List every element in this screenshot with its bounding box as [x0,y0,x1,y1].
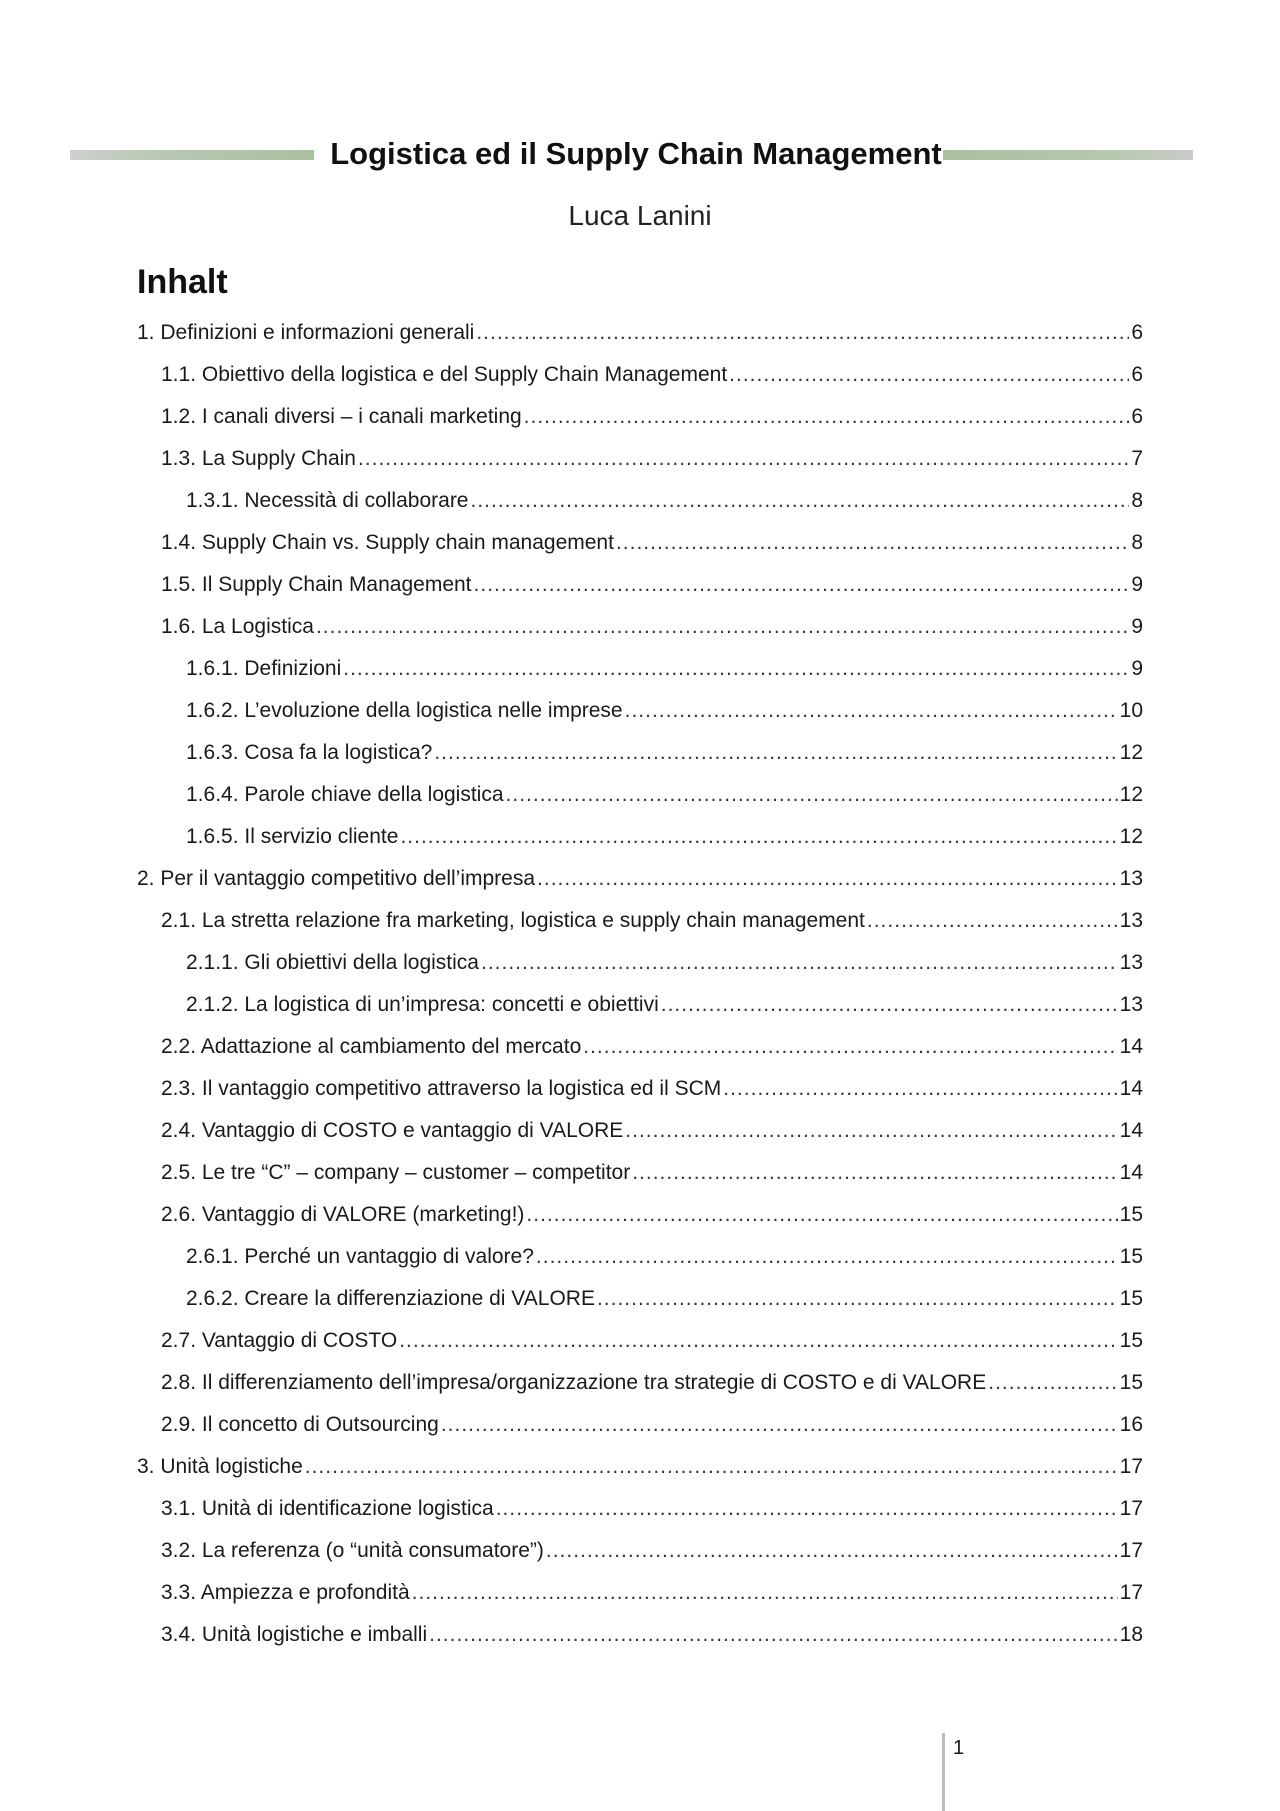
toc-entry-title: 1.1. Obiettivo della logistica e del Supply Chain Management [161,363,728,386]
toc-entry[interactable] [137,1572,1143,1614]
toc-entry[interactable] [137,312,1143,354]
toc-dot-leader [625,1119,1117,1143]
toc-entry[interactable] [137,480,1143,522]
toc-dot-leader [400,825,1117,849]
toc-entry-page: 8 [1131,489,1143,512]
toc-entry[interactable] [137,564,1143,606]
toc-entry[interactable] [137,522,1143,564]
toc-entry-title: 2.1. La stretta relazione fra marketing, logistica e supply chain management [161,909,865,932]
toc-entry-page: 13 [1119,909,1143,932]
toc-entry-page: 9 [1131,657,1143,680]
toc-entry-title: 1.2. I canali diversi – i canali marketing [161,405,522,428]
toc-entry-title: 2.6. Vantaggio di VALORE (marketing!) [161,1203,525,1226]
toc-entry-title: 2.9. Il concetto di Outsourcing [161,1413,439,1436]
toc-entry-title: 1.6.1. Definizioni [186,657,342,680]
toc-entry-page: 15 [1119,1203,1143,1226]
toc-entry-page: 12 [1119,825,1143,848]
toc-entry-page: 7 [1131,447,1143,470]
toc-entry[interactable] [137,1362,1143,1404]
toc-entry-title: 1. Definizioni e informazioni generali [137,321,475,344]
toc-dot-leader [496,1497,1118,1521]
toc-entry[interactable] [137,354,1143,396]
title-decoration-left [70,150,314,160]
toc-dot-leader [536,1245,1118,1269]
toc-entry-page: 17 [1119,1455,1143,1478]
toc-entry-title: 2.2. Adattazione al cambiamento del mercato [161,1035,582,1058]
toc-dot-leader [474,573,1130,597]
toc-dot-leader [988,1371,1117,1395]
toc-dot-leader [729,363,1129,387]
toc-entry[interactable] [137,606,1143,648]
toc-entry[interactable] [137,984,1143,1026]
toc-dot-leader [412,1581,1118,1605]
toc-entry[interactable] [137,1110,1143,1152]
toc-entry-page: 15 [1119,1371,1143,1394]
toc-entry[interactable] [137,396,1143,438]
toc-entry-page: 14 [1119,1077,1143,1100]
toc-dot-leader [661,993,1118,1017]
toc-entry-page: 15 [1119,1287,1143,1310]
toc-entry-page: 12 [1119,741,1143,764]
toc-dot-leader [597,1287,1118,1311]
toc-entry-title: 3.3. Ampiezza e profondità [161,1581,410,1604]
table-of-contents [137,312,1143,1656]
toc-dot-leader [524,405,1130,429]
toc-entry[interactable] [137,1194,1143,1236]
toc-dot-leader [343,657,1129,681]
toc-entry[interactable] [137,1320,1143,1362]
toc-entry-title: 2.4. Vantaggio di COSTO e vantaggio di VALORE [161,1119,624,1142]
toc-entry[interactable] [137,900,1143,942]
toc-entry[interactable] [137,1278,1143,1320]
toc-entry-title: 2. Per il vantaggio competitivo dell’impresa [137,867,536,890]
toc-entry-page: 10 [1119,699,1143,722]
toc-entry[interactable] [137,732,1143,774]
toc-entry-page: 9 [1131,615,1143,638]
toc-entry-title: 1.6.4. Parole chiave della logistica [186,783,504,806]
toc-entry[interactable] [137,648,1143,690]
toc-entry[interactable] [137,774,1143,816]
toc-entry-page: 17 [1119,1539,1143,1562]
toc-heading: Inhalt [137,263,228,301]
toc-entry-page: 6 [1131,321,1143,344]
toc-entry-page: 14 [1119,1035,1143,1058]
toc-entry-page: 6 [1131,405,1143,428]
toc-entry-page: 6 [1131,363,1143,386]
toc-entry-title: 2.3. Il vantaggio competitivo attraverso la logistica ed il SCM [161,1077,722,1100]
toc-entry-title: 3.2. La referenza (o “unità consumatore”) [161,1539,544,1562]
toc-entry-title: 3.1. Unità di identificazione logistica [161,1497,494,1520]
toc-entry[interactable] [137,1404,1143,1446]
toc-entry-page: 9 [1131,573,1143,596]
toc-dot-leader [867,909,1118,933]
toc-dot-leader [429,1623,1118,1647]
toc-dot-leader [476,321,1129,345]
toc-entry-title: 1.6.2. L’evoluzione della logistica nelle imprese [186,699,623,722]
document-author: Luca Lanini [568,200,712,231]
toc-entry-title: 3.4. Unità logistiche e imballi [161,1623,428,1646]
toc-dot-leader [481,951,1118,975]
toc-entry-title: 3. Unità logistiche [137,1455,303,1478]
toc-dot-leader [399,1329,1117,1353]
toc-dot-leader [583,1035,1117,1059]
toc-entry-title: 1.4. Supply Chain vs. Supply chain management [161,531,614,554]
toc-dot-leader [434,741,1117,765]
toc-entry-page: 16 [1119,1413,1143,1436]
toc-entry-page: 13 [1119,951,1143,974]
toc-dot-leader [632,1161,1117,1185]
toc-entry-page: 12 [1119,783,1143,806]
toc-dot-leader [316,615,1129,639]
toc-entry-page: 14 [1119,1161,1143,1184]
toc-dot-leader [625,699,1118,723]
toc-entry-title: 1.6. La Logistica [161,615,314,638]
toc-entry[interactable] [137,1446,1143,1488]
toc-dot-leader [546,1539,1118,1563]
toc-entry-title: 2.7. Vantaggio di COSTO [161,1329,398,1352]
document-title: Logistica ed il Supply Chain Management [330,136,942,171]
toc-dot-leader [441,1413,1118,1437]
toc-entry[interactable] [137,690,1143,732]
toc-dot-leader [537,867,1118,891]
toc-dot-leader [471,489,1130,513]
toc-entry-page: 13 [1119,993,1143,1016]
toc-dot-leader [305,1455,1118,1479]
toc-entry-title: 1.3.1. Necessità di collaborare [186,489,469,512]
toc-dot-leader [616,531,1129,555]
toc-entry[interactable] [137,942,1143,984]
toc-dot-leader [723,1077,1117,1101]
toc-entry-title: 2.6.2. Creare la differenziazione di VALORE [186,1287,595,1310]
toc-entry-page: 15 [1119,1329,1143,1352]
toc-entry[interactable] [137,1530,1143,1572]
toc-entry[interactable] [137,1152,1143,1194]
toc-dot-leader [526,1203,1117,1227]
toc-entry-title: 1.6.3. Cosa fa la logistica? [186,741,433,764]
toc-entry-title: 2.8. Il differenziamento dell’impresa/organizzazione tra strategie di COSTO e di VALORE [161,1371,987,1394]
toc-entry[interactable] [137,858,1143,900]
toc-entry-title: 2.1.1. Gli obiettivi della logistica [186,951,479,974]
toc-entry-page: 8 [1131,531,1143,554]
toc-entry-page: 15 [1119,1245,1143,1268]
toc-entry-title: 2.5. Le tre “C” – company – customer – competitor [161,1161,631,1184]
toc-dot-leader [506,783,1118,807]
toc-entry[interactable] [137,1236,1143,1278]
toc-entry-page: 17 [1119,1497,1143,1520]
toc-entry[interactable] [137,1026,1143,1068]
toc-entry[interactable] [137,1488,1143,1530]
toc-entry-title: 2.1.2. La logistica di un’impresa: concetti e obiettivi [186,993,659,1016]
toc-entry-title: 1.6.5. Il servizio cliente [186,825,399,848]
toc-entry-title: 2.6.1. Perché un vantaggio di valore? [186,1245,534,1268]
page-number: 1 [953,1737,965,1759]
toc-entry[interactable] [137,816,1143,858]
toc-entry-title: 1.3. La Supply Chain [161,447,356,470]
toc-entry-page: 13 [1119,867,1143,890]
toc-entry[interactable] [137,438,1143,480]
toc-entry[interactable] [137,1614,1143,1656]
toc-entry-page: 17 [1119,1581,1143,1604]
toc-entry-page: 18 [1119,1623,1143,1646]
toc-dot-leader [358,447,1129,471]
footer-divider [942,1733,945,1811]
title-decoration-right [943,150,1193,160]
toc-entry-page: 14 [1119,1119,1143,1142]
toc-entry-title: 1.5. Il Supply Chain Management [161,573,472,596]
toc-entry[interactable] [137,1068,1143,1110]
